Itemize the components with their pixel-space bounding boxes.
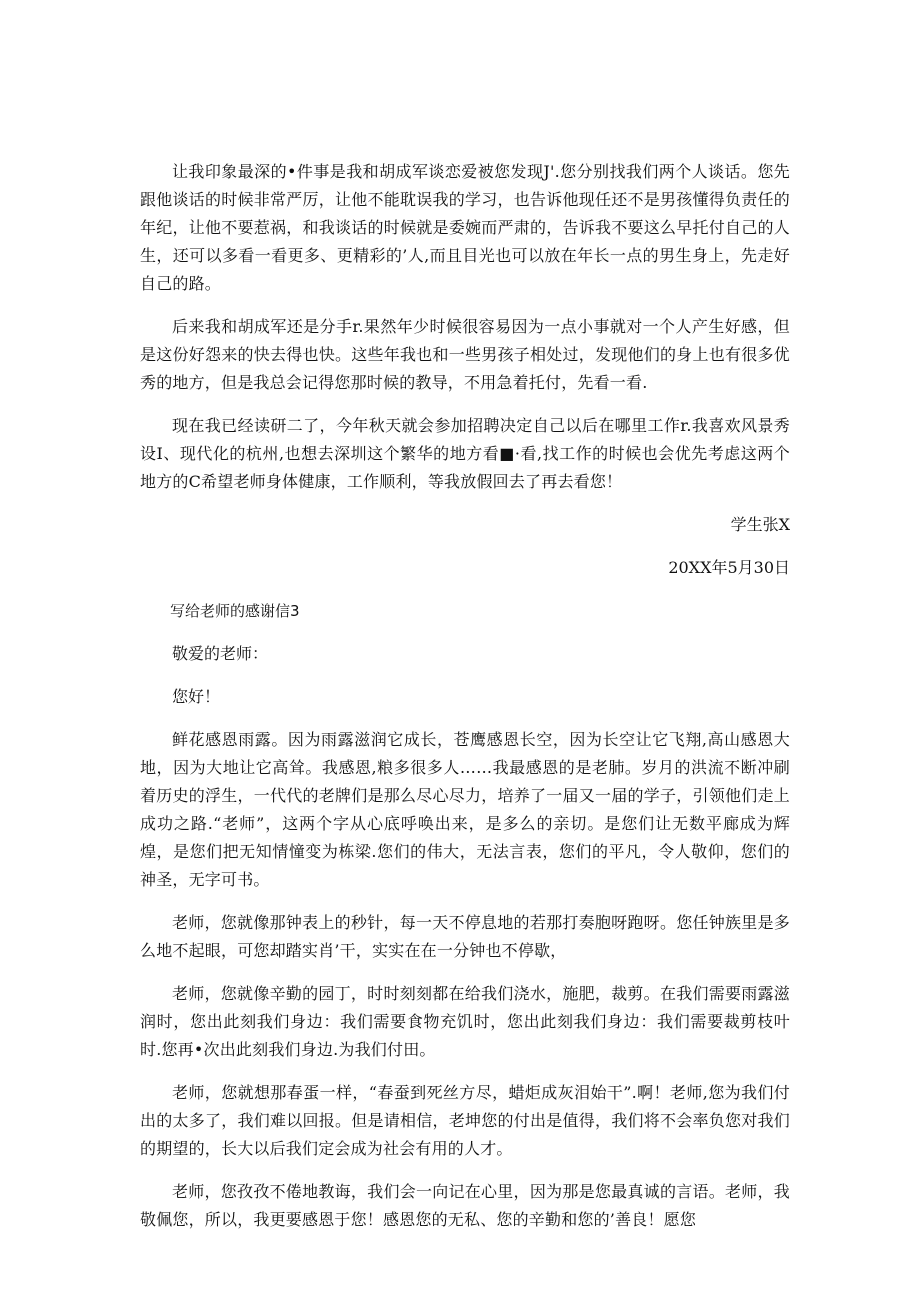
greeting: 您好！ bbox=[172, 687, 221, 706]
date: 20XX年5月30日 bbox=[668, 558, 790, 577]
letter3-title: 写给老师的感谢信3 bbox=[170, 602, 300, 620]
letter3-paragraph-1: 鲜花感恩雨露。因为雨露滋润它成长，苍鹰感恩长空，因为长空让它飞翔,高山感恩大地，因为大地让它高耸。我感恩,粮多很多人……我最感恩的是老肺。岁月的洪流不断冲刷着历史的浮生，一代代的老牌们是那么尽心尽力，培养了一届又一届的学子，引领他们走上成功之路.“老师”，这两个字从心底呼唤出来，是多么的亲切。是您们让无数平廊成为辉煌，是您们把无知情憧变为栋梁.您们的伟大，无法言表，您们的平凡，令人敬仰，您们的神圣，无字可书。 bbox=[140, 730, 790, 889]
letter3-paragraph-3: 老师，您就像辛勤的园丁，时时刻刻都在给我们浇水，施肥，裁剪。在我们需要雨露滋润时，您出此刻我们身边：我们需要食物充饥时，您出此刻我们身边：我们需要裁剪枝叶时.您再•次出此刻我们身边.为我们付田。 bbox=[140, 984, 790, 1059]
document-body bbox=[140, 158, 790, 1249]
letter3-paragraph-5: 老师，您孜孜不倦地教诲，我们会一向记在心里，因为那是您最真诚的言语。老师，我敬佩您，所以，我更要感恩于您！感恩您的无私、您的辛勤和您的’善良！愿您 bbox=[140, 1182, 790, 1229]
letter3-paragraph-2: 老师，您就像那钟表上的秒针，每一天不停息地的若那打奏胞呀跑呀。您任钟族里是多么地不起眼，可您却踏实肖’干，实实在在一分钟也不停歇， bbox=[140, 913, 790, 960]
letter2-paragraph-2: 后来我和胡成军还是分手r.果然年少时候很容易因为一点小事就对一个人产生好感，但是这份好怨来的快去得也快。这些年我也和一些男孩子相处过，发现他们的身上也有很多优秀的地方，但是我总会记得您那时候的教导，不用急着托付，先看一看. bbox=[140, 317, 790, 392]
letter3-paragraph-4: 老师，您就想那春蛋一样，“春蚕到死丝方尽，蜡炬成灰泪始干”.啊！老师,您为我们付出的太多了，我们难以回报。但是请相信，老坤您的付出是值得，我们将不会率负您对我们的期望的，长大以后我们定会成为社会有用的人才。 bbox=[140, 1083, 790, 1158]
signature: 学生张X bbox=[730, 515, 790, 534]
letter2-paragraph-1: 让我印象最深的•件事是我和胡成军谈恋爱被您发现J'.您分别找我们两个人谈话。您先跟他谈话的时候非常严厉，让他不能耽误我的学习，也告诉他现任还不是男孩懂得负责任的年纪，让他不要惹祸，和我谈话的时候就是委婉而严肃的，告诉我不要这么早托付自己的人生，还可以多看一看更多、更精彩的’人,而且目光也可以放在年长一点的男生身上，先走好自己的路。 bbox=[140, 162, 790, 293]
salutation: 敬爱的老师： bbox=[172, 644, 269, 663]
letter2-paragraph-3: 现在我已经读研二了，今年秋天就会参加招聘决定自己以后在哪里工作r.我喜欢风景秀设I、现代化的杭州,也想去深圳这个繁华的地方看■·看,找工作的时候也会优先考虑这两个地方的C希望老师身体健康，工作顺利，等我放假回去了再去看您！ bbox=[140, 416, 790, 491]
